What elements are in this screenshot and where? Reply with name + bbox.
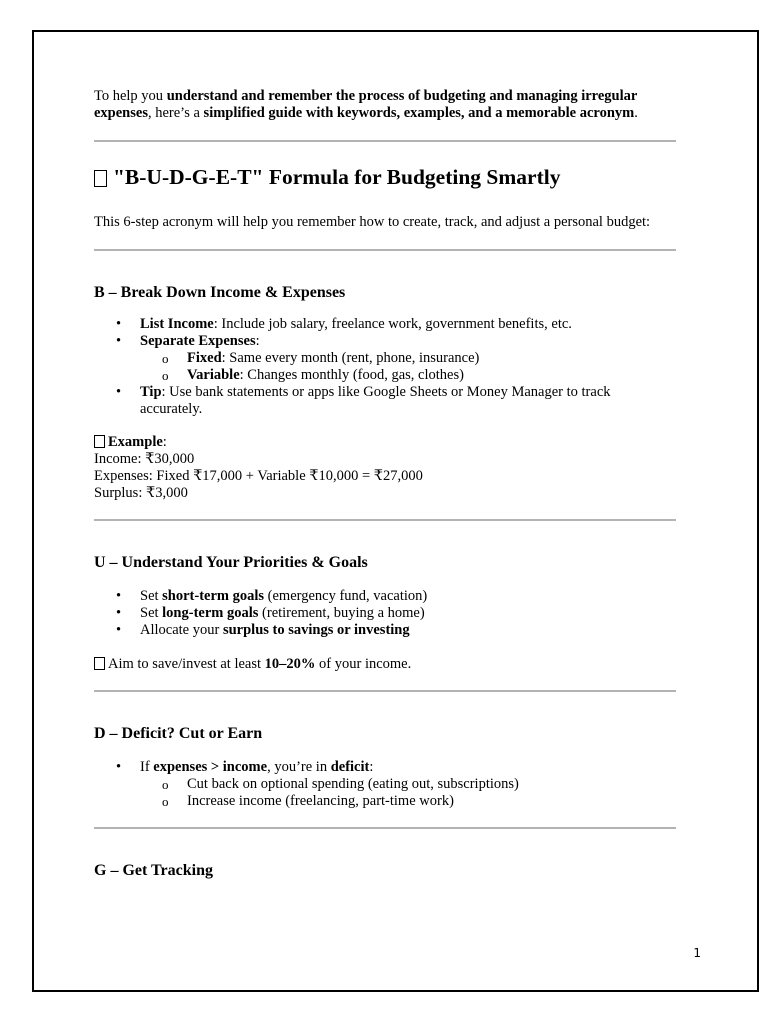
list-item: • Set short-term goals (emergency fund, vacation) [94,588,676,605]
divider [94,140,676,142]
subtitle-paragraph: This 6-step acronym will help you remember how to create, track, and adjust a personal budget: [94,214,651,230]
divider [94,690,676,692]
example-line: Expenses: Fixed ₹17,000 + Variable ₹10,000 = ₹27,000 [94,468,423,484]
list-item: o Increase income (freelancing, part-time work) [140,793,676,810]
divider [94,827,676,829]
intro-paragraph: To help you understand and remember the process of budgeting and managing irregular expenses, here’s a simplified guide with keywords, examples, and a memorable acronym. [94,88,638,121]
example-label: Example: [94,434,676,451]
section-g-heading: G – Get Tracking [94,862,213,879]
document-page [32,30,759,992]
list-item: o Cut back on optional spending (eating out, subscriptions) [140,776,676,793]
section-b-heading: B – Break Down Income & Expenses [94,284,346,301]
divider [94,519,676,521]
list-item: • Tip: Use bank statements or apps like Google Sheets or Money Manager to track accurately. [94,384,676,418]
savings-note: Aim to save/invest at least 10–20% of your income. [94,656,676,673]
list-item: o Fixed: Same every month (rent, phone, insurance) [140,350,676,367]
list-item: • If expenses > income, you’re in deficit: o Cut back on optional spending (eating out, subscriptions) o Increase income (freelancing, part-time work) [94,759,676,810]
list-item: • Allocate your surplus to savings or investing [94,622,676,639]
section-d-heading: D – Deficit? Cut or Earn [94,725,263,742]
section-u-list [94,588,676,639]
section-d-list [94,759,676,810]
sub-list [140,350,676,384]
list-item: • Separate Expenses: o Fixed: Same every month (rent, phone, insurance) o Variable: Changes monthly (food, gas, clothes) [94,333,676,384]
missing-glyph-icon [94,435,105,448]
page-content [94,88,676,881]
list-item: o Variable: Changes monthly (food, gas, clothes) [140,367,676,384]
divider [94,249,676,251]
section-b-list [94,316,676,418]
missing-glyph-icon [94,170,107,187]
missing-glyph-icon [94,657,105,670]
list-item: • List Income: Include job salary, freelance work, government benefits, etc. [94,316,676,333]
list-item: • Set long-term goals (retirement, buying a home) [94,605,676,622]
sub-list [140,776,676,810]
page-number: 1 [693,946,701,960]
example-line: Surplus: ₹3,000 [94,485,188,501]
example-line: Income: ₹30,000 [94,451,195,467]
document-title: "B-U-D-G-E-T" Formula for Budgeting Smartly [94,164,676,190]
section-u-heading: U – Understand Your Priorities & Goals [94,554,368,571]
